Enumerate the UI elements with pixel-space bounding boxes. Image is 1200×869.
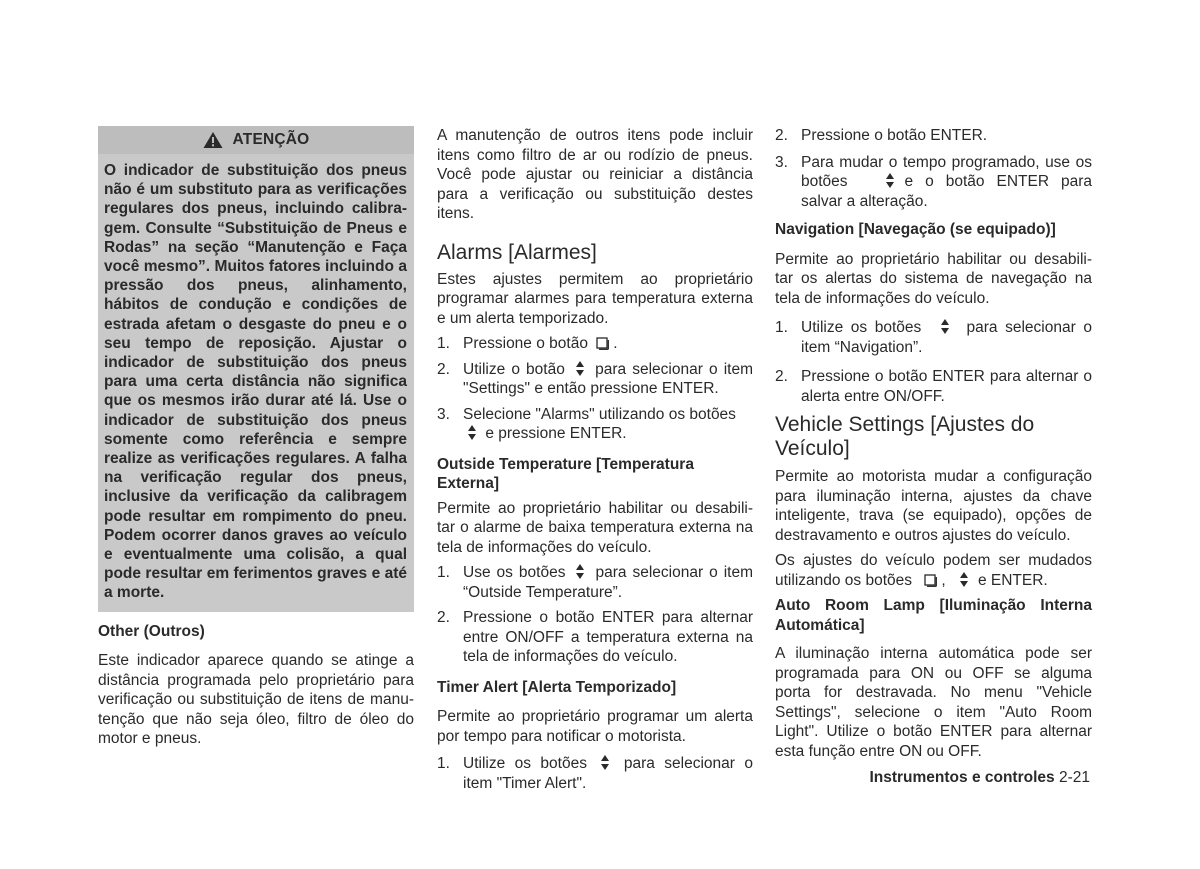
- up-down-arrows-icon: [574, 563, 586, 580]
- timer-alert-heading: Timer Alert [Alerta Temporizado]: [437, 678, 677, 696]
- step-number: 2.: [775, 368, 788, 385]
- warning-title: ATENÇÃO: [232, 131, 310, 148]
- auto-room-lamp-heading: Auto Room Lamp [Iluminação Interna Automática]: [775, 597, 1092, 634]
- up-down-arrows-icon: [958, 571, 970, 588]
- list-item: [437, 563, 753, 602]
- step-text-a: Para mudar o tempo programado, use os botões: [801, 153, 1092, 190]
- step-text: [801, 153, 1092, 212]
- list-item: [775, 153, 1092, 212]
- outside-temp-heading: Outside Temperature [Temperatura Externa]: [437, 455, 694, 492]
- page-footer: [775, 769, 1090, 787]
- list-item: [437, 405, 753, 444]
- maintenance-intro: A manutenção de outros itens pode incluir itens como filtro de ar ou rodízio de pneus. Você pode ajustar ou reiniciar a distância para a verificação ou substituição destes itens.: [437, 127, 753, 222]
- timer-alert-text: Permite ao proprietário programar um alerta por tempo para notificar o motorista.: [437, 708, 753, 745]
- list-item: [437, 754, 753, 793]
- step-text: Pressione o botão ENTER para alternar entre ON/OFF a temperatura externa na tela de informações do veículo.: [463, 609, 753, 665]
- middle-column: [437, 126, 753, 793]
- step-text-b: para selecionar o item "Settings" e então pressione ENTER.: [463, 360, 754, 397]
- step-text-b: para selecionar o item “Navigation”.: [801, 319, 1092, 356]
- list-item: [437, 608, 753, 667]
- step-text: [463, 754, 753, 793]
- footer-section-title: Instrumentos e controles: [869, 769, 1055, 786]
- right-column: [775, 126, 1092, 761]
- step-text-a: Utilize o botão: [463, 360, 565, 378]
- alarms-text: Estes ajustes permitem ao proprietário programar alarmes para temperatura externa e um alerta temporizado.: [437, 270, 753, 327]
- warning-text: O indicador de substituição dos pneus não é um substituto para as verificações regulares dos pneus, incluindo calibra-gem. Consulte “Substituição de Pneus e Rodas” na seção “Manutenção e Faça você mesmo”. Muitos fatores incluindo a pressão dos pneus, alinhamento, hábitos de condução e condições de estrada afetam o desgaste do pneu e o seu tempo de reposição. Ajustar o indicador de substituição dos pneus para uma certa distância não significa que os mesmos irão durar até lá. Use o indicador de substituição dos pneus somente como referência e sempre realize as verificações regulares. A falha na verificação regular dos pneus, inclusive da verificação da calibragem pode resultar em rompimento do pneu. Podem ocorrer danos graves ao veículo e eventualmente uma colisão, a qual pode resultar em ferimentos graves e até a morte.: [104, 162, 407, 602]
- warning-header: [98, 126, 414, 154]
- other-text: Este indicador aparece quando se atinge a distância programada pelo proprietário para verificação ou substituição de itens de manu-tenção que não seja óleo, filtro de óleo do motor e pneus.: [98, 652, 414, 748]
- text-part-a: Os ajustes do veículo podem ser mudados utilizando os botões: [775, 552, 1092, 589]
- step-number: 1.: [437, 335, 450, 352]
- step-text-b: .: [613, 335, 618, 352]
- up-down-arrows-icon: [939, 318, 951, 335]
- warning-box: [98, 126, 414, 612]
- up-down-arrows-icon: [466, 424, 478, 441]
- step-text-a: Utilize os botões: [463, 755, 587, 772]
- list-item: [775, 318, 1092, 357]
- up-down-arrows-icon: [574, 360, 586, 377]
- step-text: [463, 405, 753, 444]
- vehicle-settings-text: Permite ao motorista mudar a configuração para iluminação interna, ajustes da chave inteligente, trava (se equipado), opções de destravamento e outros ajustes do veículo.: [775, 468, 1092, 544]
- step-text-a: Use os botões: [463, 564, 566, 581]
- step-number: 1.: [437, 755, 450, 772]
- info-button-icon: [924, 574, 937, 587]
- step-text-a: Selecione "Alarms" utilizando os botões: [463, 405, 736, 423]
- step-text: [801, 318, 1092, 357]
- step-number: 1.: [775, 319, 788, 336]
- step-number: 3.: [775, 153, 788, 171]
- warning-triangle-icon: [203, 131, 223, 149]
- text-part-c: e ENTER.: [977, 571, 1048, 589]
- other-heading: Other (Outros): [98, 622, 205, 640]
- info-button-icon: [596, 337, 609, 350]
- list-item: [775, 367, 1092, 406]
- alarms-title: Alarms [Alarmes]: [437, 240, 597, 264]
- step-text: [463, 563, 753, 602]
- step-number: 1.: [437, 564, 450, 581]
- navigation-heading: Navigation [Navegação (se equipado)]: [775, 221, 1056, 238]
- step-number: 3.: [437, 405, 450, 423]
- step-text-b: para selecionar o item "Timer Alert".: [463, 755, 753, 792]
- left-column: [98, 126, 414, 749]
- step-text-a: Utilize os botões: [801, 319, 922, 336]
- auto-room-lamp-text: A iluminação interna automática pode ser programada para ON ou OFF se alguma porta for destravada. No menu "Vehicle Settings", selecione o item "Auto Room Light". Utilize o botão ENTER para alternar esta função entre ON ou OFF.: [775, 645, 1092, 760]
- list-item: [775, 126, 1092, 146]
- list-item: [437, 360, 753, 399]
- text-part-b: ,: [941, 571, 946, 589]
- up-down-arrows-icon: [599, 754, 611, 771]
- step-number: 2.: [437, 609, 450, 626]
- list-item: [437, 334, 753, 354]
- vehicle-settings-title: Vehicle Settings [Ajustes do Veículo]: [775, 413, 1035, 460]
- step-text-a: Pressione o botão: [463, 335, 588, 352]
- step-text: [463, 360, 753, 399]
- page-number: 2-21: [1058, 769, 1090, 786]
- step-text: [463, 334, 753, 354]
- step-text-b: e o botão ENTER para salvar a alteração.: [801, 173, 1093, 210]
- step-text: Pressione o botão ENTER para alternar o alerta entre ON/OFF.: [801, 368, 1092, 405]
- vehicle-settings-buttons-text: [775, 551, 1092, 590]
- step-text: Pressione o botão ENTER.: [801, 127, 988, 144]
- step-text-b: para selecionar o item “Outside Temperature”.: [463, 564, 753, 601]
- step-number: 2.: [775, 127, 788, 144]
- up-down-arrows-icon: [884, 172, 896, 189]
- outside-temp-text: Permite ao proprietário habilitar ou desabili-tar o alarme de baixa temperatura externa na tela de informações do veículo.: [437, 499, 753, 556]
- step-text-b: e pressione ENTER.: [485, 425, 627, 442]
- navigation-text: Permite ao proprietário habilitar ou desabili-tar os alertas do sistema de navegação na tela de informações do veículo.: [775, 250, 1092, 307]
- step-number: 2.: [437, 360, 450, 378]
